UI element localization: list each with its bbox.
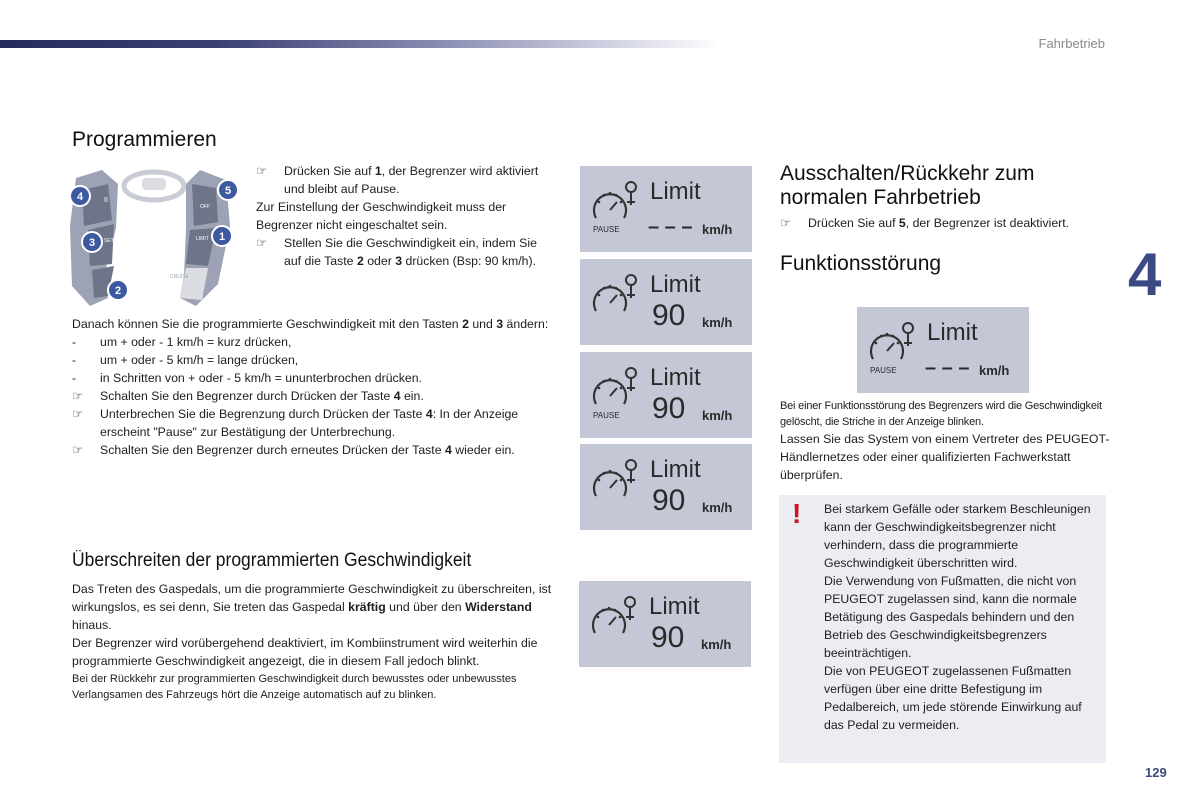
limit-label: Limit <box>650 271 701 298</box>
speed-unit: km/h <box>702 408 733 423</box>
limit-label: Limit <box>650 364 701 391</box>
limit-display-90-set <box>580 444 752 530</box>
limit-display-90 <box>580 259 752 345</box>
limiter-pin-icon <box>626 460 636 483</box>
limit-display-fault <box>857 307 1029 393</box>
ueberschreiten-paragraph-1: Das Treten des Gaspedals, um die programmierte Geschwindigkeit zu überschreiten, ist wirkungslos, es sei denn, Sie treten das Gaspedal kräftig und über den Widerstand hinaus. <box>72 582 552 632</box>
speedometer-icon <box>594 378 626 404</box>
steering-label-off: OFF <box>200 204 210 210</box>
speed-unit: km/h <box>701 637 732 652</box>
section-heading-ueberschreiten: Überschreiten der programmierten Geschwindigkeit <box>72 550 472 571</box>
list-item: ☞ Schalten Sie den Begrenzer durch Drücken der Taste 4 ein. <box>72 389 424 403</box>
list-item: - um + oder - 1 km/h = kurz drücken, <box>72 335 292 349</box>
warning-paragraph-3: Die von PEUGEOT zugelassenen Fußmatten verfügen über eine dritte Befestigung im Pedalbereich, um jede störende Einwirkung auf das Pedal zu vermeiden. <box>824 664 1082 732</box>
limit-label: Limit <box>650 456 701 483</box>
speed-dashes: – – – <box>925 357 970 379</box>
limit-label: Limit <box>649 593 700 620</box>
speedometer-icon <box>594 285 626 311</box>
steering-button-5 <box>218 180 238 200</box>
speedometer-icon <box>593 607 625 633</box>
steering-label-limit: LIMIT <box>196 236 209 242</box>
steering-button-2 <box>108 280 128 300</box>
ausschalten-title-line-1: Ausschalten/Rückkehr zum <box>780 162 1035 185</box>
section-heading-funktionsstoerung: Funktionsstörung <box>780 252 942 275</box>
speedometer-icon <box>594 470 626 496</box>
list-item: ☞ Drücken Sie auf 1, der Begrenzer wird aktiviert und bleibt auf Pause. <box>256 164 539 196</box>
speed-value: 90 <box>652 484 686 517</box>
funktionsstoerung-instruction: Lassen Sie das System von einem Vertreter des PEUGEOT-Händlernetzes oder einer qualifizierten Fachwerkstatt überprüfen. <box>780 432 1110 482</box>
funktionsstoerung-text <box>780 398 1110 484</box>
speed-value: 90 <box>652 299 686 332</box>
list-item: ☞ Schalten Sie den Begrenzer durch erneutes Drücken der Taste 4 wieder ein. <box>72 443 515 457</box>
steering-wheel-controls-illustration <box>68 166 248 310</box>
section-heading-programmieren: Programmieren <box>72 128 217 151</box>
ausschalten-step: ☞ Drücken Sie auf 5, der Begrenzer ist deaktiviert. <box>780 216 1070 230</box>
header-bar <box>0 40 720 48</box>
ueberschreiten-paragraph-2: Der Begrenzer wird vorübergehend deaktiviert, im Kombiinstrument wird weiterhin die programmierte Geschwindigkeit angezeigt, die in diesem Fall jedoch blinkt. <box>72 636 538 668</box>
speedometer-icon <box>594 192 626 218</box>
list-item: - in Schritten von + oder - 5 km/h = ununterbrochen drücken. <box>72 371 422 385</box>
limiter-pin-icon <box>626 275 636 298</box>
steering-label-cruise: CRUISE <box>170 274 189 280</box>
speed-unit: km/h <box>702 222 733 237</box>
programmieren-instructions <box>72 315 562 459</box>
steering-button-3 <box>82 232 102 252</box>
ausschalten-title-line-2: normalen Fahrbetrieb <box>780 186 981 209</box>
limit-label: Limit <box>650 178 701 205</box>
steering-label-pause: II <box>104 197 108 204</box>
limit-display-paused <box>580 166 752 252</box>
steering-label-set-plus: SET + <box>104 238 118 244</box>
svg-text:1: 1 <box>218 231 226 243</box>
limiter-pin-icon <box>626 182 636 205</box>
section-heading-ausschalten <box>780 162 1034 210</box>
svg-text:4: 4 <box>76 191 84 203</box>
speed-unit: km/h <box>702 500 733 515</box>
list-item: ☞ Unterbrechen Sie die Begrenzung durch Drücken der Taste 4: In der Anzeige erscheint "Pause" zur Bestätigung der Unterbrechung. <box>72 407 519 439</box>
section-title: Fahrbetrieb <box>1038 36 1105 51</box>
funktionsstoerung-note: Bei einer Funktionsstörung des Begrenzers wird die Geschwindigkeit gelöscht, die Striche in der Anzeige blinken. <box>780 400 1102 428</box>
limit-display-90-paused <box>580 352 752 438</box>
limit-label: Limit <box>927 319 978 346</box>
warning-paragraph-1: Bei starkem Gefälle oder starkem Beschleunigen kann der Geschwindigkeitsbegrenzer nicht verhindern, dass die programmierte Geschwindigkeit überschritten wird. <box>824 502 1091 570</box>
speed-dashes: – – – <box>648 216 693 238</box>
svg-text:2: 2 <box>114 285 122 297</box>
speedometer-icon <box>871 333 903 359</box>
list-item: Danach können Sie die programmierte Geschwindigkeit mit den Tasten 2 und 3 ändern: <box>72 317 549 331</box>
warning-icon: ! <box>792 498 802 529</box>
pause-label: PAUSE <box>870 366 897 375</box>
steering-label-set-minus: SET - <box>124 272 137 278</box>
speed-unit: km/h <box>702 315 733 330</box>
chapter-number: 4 <box>1128 241 1162 308</box>
speed-value: 90 <box>651 621 685 654</box>
list-item: Zur Einstellung der Geschwindigkeit muss der Begrenzer nicht eingeschaltet sein. <box>256 200 507 232</box>
warning-paragraph-2: Die Verwendung von Fußmatten, die nicht von PEUGEOT zugelassen sind, kann die normale Betätigung des Gaspedals behindern und den Betrieb des Geschwindigkeitsbegrenzers beeinträchtigen. <box>824 574 1077 660</box>
ueberschreiten-paragraph-3: Bei der Rückkehr zur programmierten Geschwindigkeit durch bewusstes oder unbewusstes Verlangsamen des Fahrzeugs hört die Anzeige automatisch auf zu blinken. <box>72 673 517 701</box>
pause-label: PAUSE <box>593 411 620 420</box>
ueberschreiten-text <box>72 580 562 703</box>
speed-value: 90 <box>652 392 686 425</box>
svg-text:5: 5 <box>224 185 232 197</box>
list-item: ☞ Stellen Sie die Geschwindigkeit ein, indem Sie auf die Taste 2 oder 3 drücken (Bsp: 90 km/h). <box>256 236 537 268</box>
limiter-pin-icon <box>625 597 635 620</box>
speed-unit: km/h <box>979 363 1010 378</box>
page-number: 129 <box>1145 765 1167 780</box>
limiter-pin-icon <box>903 323 913 346</box>
limiter-pin-icon <box>626 368 636 391</box>
list-item: - um + oder - 5 km/h = lange drücken, <box>72 353 299 367</box>
limit-display-90-exceeded <box>579 581 751 667</box>
steering-button-4 <box>70 186 90 206</box>
programmieren-steps <box>256 162 556 270</box>
svg-text:3: 3 <box>88 237 96 249</box>
warning-text <box>824 500 1098 734</box>
pause-label: PAUSE <box>593 225 620 234</box>
steering-button-1 <box>212 226 232 246</box>
